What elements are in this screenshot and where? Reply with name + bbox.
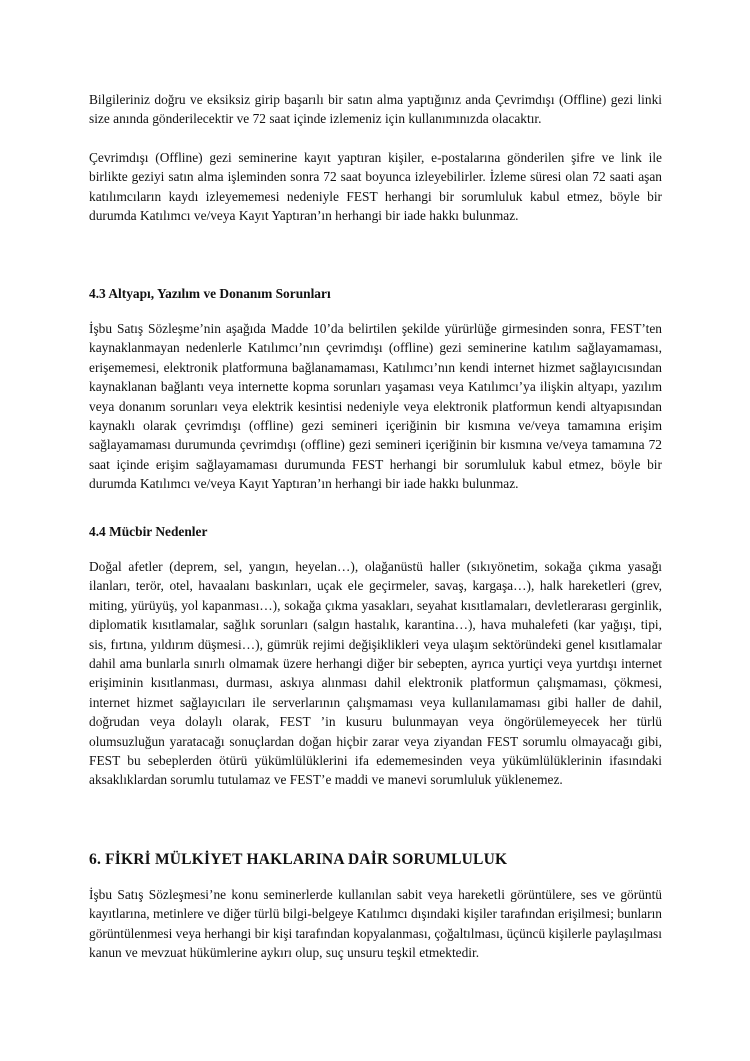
section-4-4-heading: 4.4 Mücbir Nedenler bbox=[89, 524, 208, 539]
intro-paragraph-2: Çevrimdışı (Offline) gezi seminerine kayıt yaptıran kişiler, e-postalarına gönderilen şifre ve link ile birlikte geziyi satın alma işleminden sonra 72 saat boyunca izleyebilirler. İzleme süresi olan 72 saati aşan katılımcıların kaydı izleyememesi nedeniyle FEST herhangi bir sorumluluk kabul etmez, böyle bir durumda Katılımcı ve/veya Kayıt Yaptıran’ın herhangi bir iade hakkı bulunmaz. bbox=[89, 150, 662, 224]
section-4-3-heading: 4.3 Altyapı, Yazılım ve Donanım Sorunları bbox=[89, 286, 331, 301]
section-4-3-body: İşbu Satış Sözleşme’nin aşağıda Madde 10’da belirtilen şekilde yürürlüğe girmesinden sonra, FEST’ten kaynaklanmayan nedenlerle Katılımcı’nın çevrimdışı (offline) gezi seminerine katılım sağlayamaması, erişememesi, elektronik platformuna bağlanamaması, Katılımcı’nın kendi internet hizmet sağlayıcısından kaynaklanan bağlantı veya internette kopma sorunları yaşaması veya Katılımcı’ya ilişkin altyapı, yazılım veya donanım sorunları veya elektrik kesintisi nedeniyle veya elektronik platformun kendi altyapısından kaynaklı olarak çevrimdışı (offline) gezi semineri içeriğinin bir kısmına ve/veya tamamına erişim sağlayamaması durumunda çevrimdışı (offline) gezi semineri içeriğinin bir kısmına ve/veya tamamına 72 saat içinde erişim sağlayamaması durumunda FEST herhangi bir sorumluluk kabul etmez, böyle bir durumda Katılımcı ve/veya Kayıt Yaptıran’ın herhangi bir iade hakkı bulunmaz. bbox=[89, 321, 662, 492]
intro-paragraph-1: Bilgileriniz doğru ve eksiksiz girip başarılı bir satın alma yaptığınız anda Çevrimdışı (Offline) gezi linki size anında gönderilecektir ve 72 saat içinde izlemeniz için kullanımınızda olacaktır. bbox=[89, 92, 662, 127]
section-6-heading: 6. FİKRİ MÜLKİYET HAKLARINA DAİR SORUMLULUK bbox=[89, 851, 508, 868]
section-6-body: İşbu Satış Sözleşmesi’ne konu seminerlerde kullanılan sabit veya hareketli görüntülere, ses ve görüntü kayıtlarına, metinlere ve diğer türlü bilgi-belgeye Katılımcı dışındaki kişiler tarafından erişilmesi; bunların görüntülenmesi veya herhangi bir kişi tarafından kopyalanması, çoğaltılması, üçüncü kişilerle paylaşılması kanun ve mevzuat hükümlerine aykırı olup, suç unsuru teşkil etmektedir. bbox=[89, 887, 662, 961]
section-4-4-body: Doğal afetler (deprem, sel, yangın, heyelan…), olağanüstü haller (sıkıyönetim, sokağa çıkma yasağı ilanları, terör, otel, havaalanı baskınları, uçak ele geçirmeler, savaş, kargaşa…), halk hareketleri (grev, miting, yürüyüş, yol kapanması…), sokağa çıkma yasakları, seyahat kısıtlamaları, devletlerarası gerginlik, diplomatik kısıtlamalar, sağlık sorunları (salgın hastalık, karantina…), hava muhalefeti (kar yağışı, tipi, sis, fırtına, yıldırım düşmesi…), gümrük rejimi değişiklikleri veya ulaşım sektöründeki genel kısıtlamalar dahil ama bunlarla sınırlı olmamak üzere herhangi diğer bir sebepten, ayrıca yurtiçi veya yurtdışı internet erişiminin kısıtlanması, durması, askıya alınması dahil elektronik platformun çalışmaması, çökmesi, internet hizmet sağlayıcıları ile serverlarının çalışmaması veya kullanılamaması gibi haller de dahil, doğrudan veya dolaylı olarak, FEST ’in kusuru bulunmayan veya öngörülemeyecek her türlü olumsuzluğun yaratacağı sonuçlardan doğan hiçbir zarar veya ziyandan FEST sorumlu olmayacağı gibi, FEST bu sebeplerden ötürü yükümlülüklerini ifa edememesinden veya yükümlülüklerinin ifasındaki aksaklıklardan sorumlu tutulamaz ve FEST’e maddi ve manevi sorumluluk yüklenemez. bbox=[89, 559, 662, 788]
